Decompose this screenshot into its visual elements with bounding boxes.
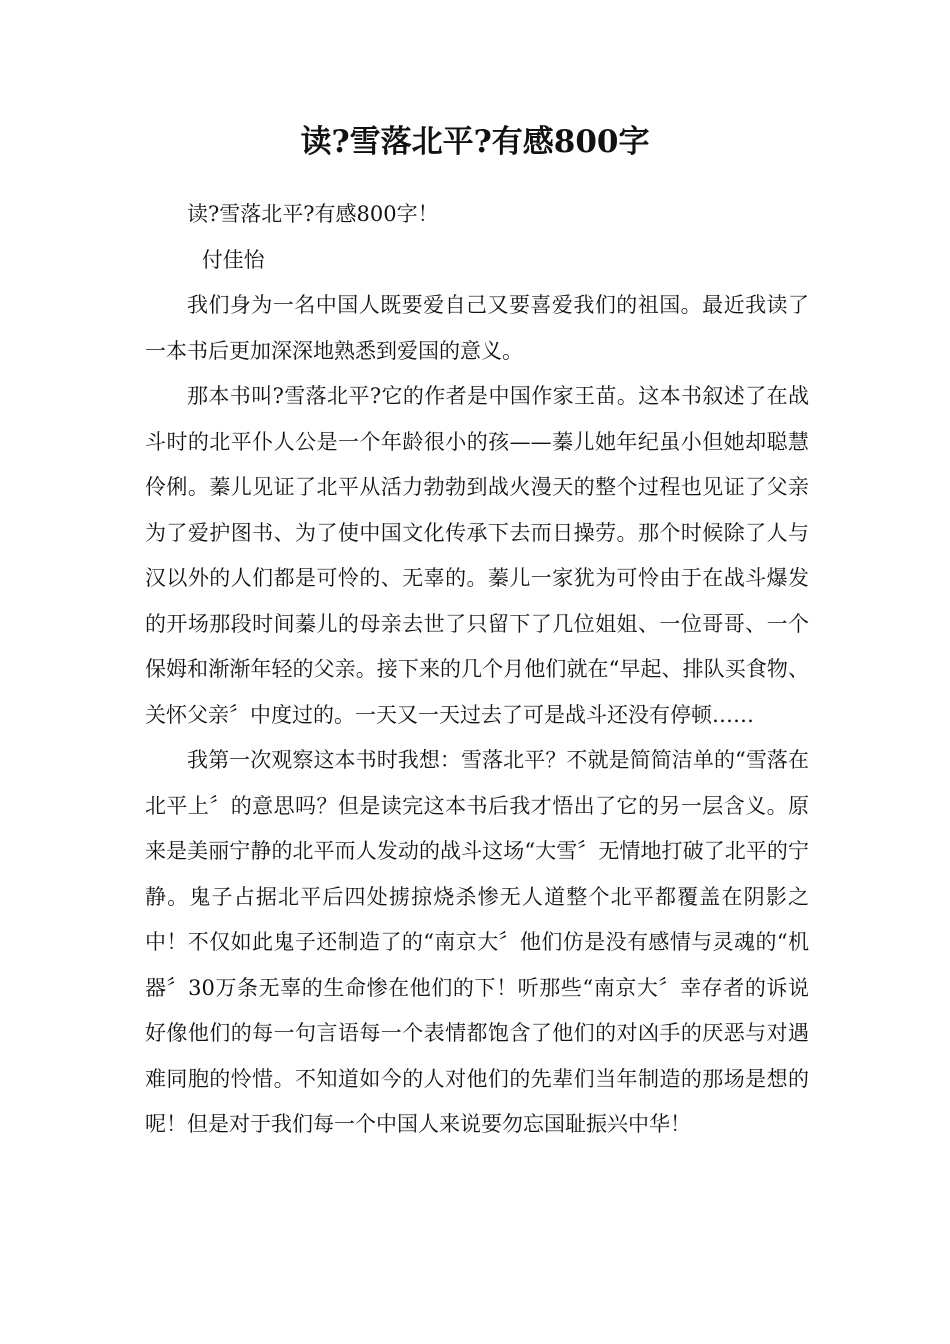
document-title: 读?雪落北平?有感800字 — [300, 124, 650, 160]
document-body — [145, 192, 809, 1148]
paragraph: 我第一次观察这本书时我想：雪落北平？不就是简简洁单的“雪落在北平上〞的意思吗？但是读完这本书后我才悟出了它的另一层含义。原来是美丽宁静的北平而人发动的战斗这场“大雪〞无情地打破了北平的宁静。鬼子占据北平后四处掳掠烧杀惨无人道整个北平都覆盖在阴影之中！不仅如此鬼子还制造了的“南京大〞他们仿是没有感情与灵魂的“机器〞30万条无辜的生命惨在他们的下！听那些“南京大〞幸存者的诉说好像他们的每一句言语每一个表情都饱含了他们的对凶手的厌恶与对遇难同胞的怜惜。不知道如今的人对他们的先辈们当年制造的那场是想的呢！但是对于我们每一个中国人来说要勿忘国耻振兴中华！ — [145, 748, 809, 1136]
author-name: 付佳怡 — [201, 247, 265, 272]
paragraph: 那本书叫?雪落北平?它的作者是中国作家王苗。这本书叙述了在战斗时的北平仆人公是一个年龄很小的孩——蓁儿她年纪虽小但她却聪慧伶俐。蓁儿见证了北平从活力勃勃到战火漫天的整个过程也见证了父亲为了爱护图书、为了使中国文化传承下去而日操劳。那个时候除了人与汉以外的人们都是可怜的、无辜的。蓁儿一家犹为可怜由于在战斗爆发的开场那段时间蓁儿的母亲去世了只留下了几位姐姐、一位哥哥、一个保姆和渐渐年轻的父亲。接下来的几个月他们就在“早起、排队买食物、关怀父亲〞中度过的。一天又一天过去了可是战斗还没有停顿…… — [145, 384, 809, 727]
paragraph: 我们身为一名中国人既要爱自己又要喜爱我们的祖国。最近我读了一本书后更加深深地熟悉到爱国的意义。 — [145, 293, 809, 363]
document-subtitle: 读?雪落北平?有感800字！ — [187, 202, 439, 226]
